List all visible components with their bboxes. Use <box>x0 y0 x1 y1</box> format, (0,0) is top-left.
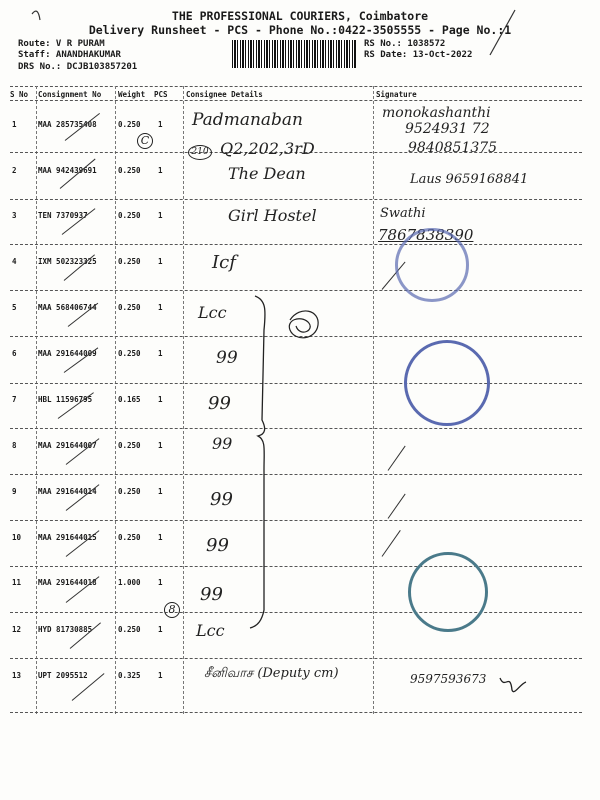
row-consignment: UPT 2095512 <box>38 671 88 680</box>
row-sno: 6 <box>12 349 17 358</box>
row-pcs: 1 <box>158 533 163 542</box>
row-sno: 7 <box>12 395 17 404</box>
row-sno: 12 <box>12 625 22 634</box>
row-pcs: 1 <box>158 349 163 358</box>
handwritten-consignee: 99 <box>208 393 231 414</box>
row-pcs: 1 <box>158 395 163 404</box>
handwritten-phone: 7867838390 <box>378 226 474 244</box>
col-header-consignee: Consignee Details <box>186 90 263 99</box>
row-weight: 0.250 <box>118 257 141 266</box>
row-consignment: MAA 291644007 <box>38 441 97 450</box>
row-weight: 0.250 <box>118 166 141 175</box>
col-header-consignment: Consignment No <box>38 90 102 99</box>
bracket-mark <box>250 296 265 628</box>
drs-number: DRS No.: DCJB103857201 <box>18 62 138 72</box>
row-sno: 11 <box>12 578 22 587</box>
handwritten-consignee: Padmanaban <box>192 110 303 130</box>
handwritten-consignee: Icf <box>212 252 236 273</box>
handwritten-consignee: The Dean <box>228 164 306 183</box>
handwritten-consignee: Lcc <box>198 303 227 322</box>
row-consignment: HYD 81730885 <box>38 625 93 634</box>
row-consignment: IXM 502323325 <box>38 257 97 266</box>
row-pcs: 1 <box>158 441 163 450</box>
row-weight: 0.250 <box>118 533 141 542</box>
row-sno: 4 <box>12 257 17 266</box>
handwritten-phone: 9524931 72 <box>405 121 490 137</box>
company-seal-stamp-image <box>404 340 490 426</box>
handwritten-signature: Swathi <box>380 206 426 221</box>
row-pcs: 1 <box>158 487 163 496</box>
row-consignment: MAA 285735408 <box>38 120 97 129</box>
row-sno: 10 <box>12 533 22 542</box>
handwritten-consignee: சீனிவாச (Deputy cm) <box>204 666 339 681</box>
row-weight: 0.250 <box>118 211 141 220</box>
handwritten-consignee: Lcc <box>196 621 225 640</box>
row-pcs: 1 <box>158 303 163 312</box>
row-pcs: 1 <box>158 120 163 129</box>
row-sno: 9 <box>12 487 17 496</box>
staff-label: Staff: ANANDHAKUMAR <box>18 50 121 60</box>
row-pcs: 1 <box>158 211 163 220</box>
row-sno: 2 <box>12 166 17 175</box>
handwritten-consignee: 99 <box>206 535 229 556</box>
handwritten-phone: 9840851375 <box>408 140 498 156</box>
office-stamp-image <box>395 228 469 302</box>
company-title: THE PROFESSIONAL COURIERS, Coimbatore <box>171 9 429 23</box>
col-header-signature: Signature <box>376 90 417 99</box>
row-pcs: 1 <box>158 257 163 266</box>
handwritten-consignee: Girl Hostel <box>228 206 317 225</box>
row-pcs: 1 <box>158 625 163 634</box>
doodle-mark <box>289 311 318 338</box>
handwritten-signature: Laus 9659168841 <box>410 172 529 187</box>
row-weight: 0.250 <box>118 303 141 312</box>
handwritten-signature: monokashanthi <box>382 105 491 121</box>
row-sno: 1 <box>12 120 17 129</box>
row-weight: 1.000 <box>118 578 141 587</box>
route-label: Route: V R PURAM <box>18 39 105 49</box>
handwritten-consignee: 99 <box>210 489 233 510</box>
rs-date: RS Date: 13-Oct-2022 <box>364 50 473 60</box>
row-consignment: HBL 11596795 <box>38 395 93 404</box>
handwritten-address: Q2,202,3rD <box>220 139 315 158</box>
row-consignment: MAA 568406744 <box>38 303 97 312</box>
row-sno: 8 <box>12 441 17 450</box>
signature-scrawl-mark <box>500 678 526 692</box>
col-header-sno: S No <box>10 90 29 99</box>
runsheet-title: Delivery Runsheet - PCS - Phone No.:0422-3505555 - Page No.:1 <box>88 23 512 37</box>
corner-scribble-mark <box>32 11 40 20</box>
handwritten-consignee: 99 <box>216 348 238 368</box>
row-weight: 0.325 <box>118 671 141 680</box>
row-weight: 0.250 <box>118 349 141 358</box>
company-seal-stamp-image <box>408 552 488 632</box>
row-sno: 13 <box>12 671 22 680</box>
row-consignment: MAA 942439691 <box>38 166 97 175</box>
handwritten-consignee: 99 <box>200 584 223 605</box>
row-consignment: TEN 7370937 <box>38 211 88 220</box>
corner-slash-mark <box>490 10 515 55</box>
row-weight: 0.250 <box>118 487 141 496</box>
row-consignment: MAA 291644009 <box>38 349 97 358</box>
row-pcs: 1 <box>158 671 163 680</box>
row-consignment: MAA 291644014 <box>38 487 97 496</box>
row-weight: 0.250 <box>118 120 141 129</box>
row-sno: 5 <box>12 303 17 312</box>
handwritten-circle-mark: C <box>137 133 153 149</box>
row-weight: 0.165 <box>118 395 141 404</box>
handwritten-phone: 9597593673 <box>410 672 487 686</box>
handwritten-consignee: 99 <box>212 434 233 453</box>
rs-number: RS No.: 1038572 <box>364 39 446 49</box>
handwritten-room-number: 210 <box>188 145 212 160</box>
col-header-weight: Weight <box>118 90 146 99</box>
row-weight: 0.250 <box>118 625 141 634</box>
row-pcs: 1 <box>158 166 163 175</box>
row-sno: 3 <box>12 211 17 220</box>
row-weight: 0.250 <box>118 441 141 450</box>
row-pcs: 1 <box>158 578 163 587</box>
handwritten-circle-mark: 8 <box>164 602 180 618</box>
row-consignment: MAA 291644018 <box>38 578 97 587</box>
col-header-pcs: PCS <box>154 90 168 99</box>
row-consignment: MAA 291644015 <box>38 533 97 542</box>
